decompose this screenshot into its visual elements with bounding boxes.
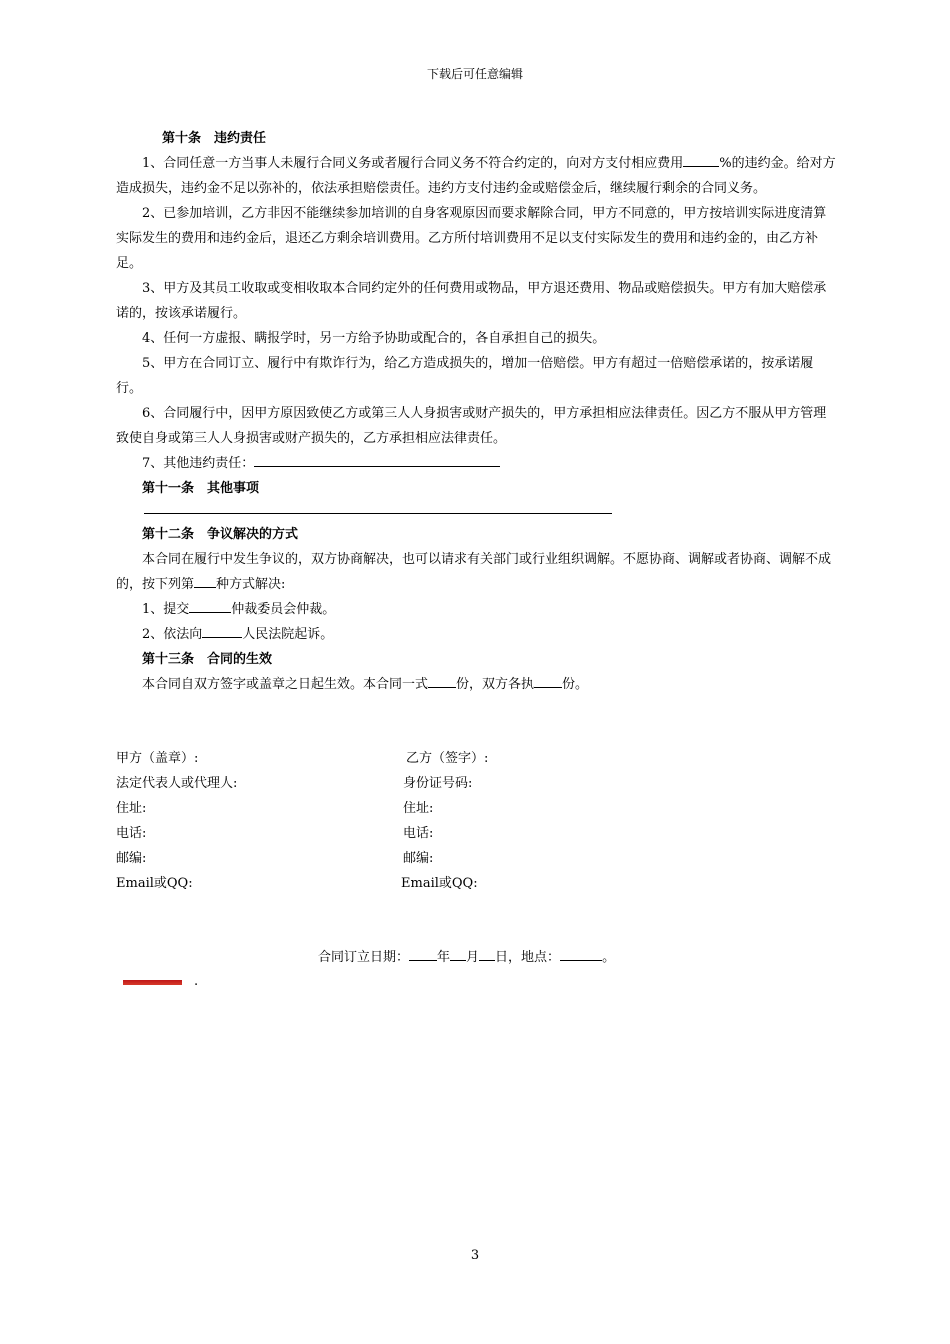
- clause-1-text-a: 1、合同任意一方当事人未履行合同义务或者履行合同义务不符合约定的，向对方支付相应费用: [142, 156, 684, 171]
- party-a-email-label: Email或QQ:: [116, 876, 193, 891]
- date-line-end: 。: [602, 950, 616, 965]
- signature-row: [116, 871, 616, 896]
- other-matters-blank-line[interactable]: [144, 501, 612, 514]
- arbitration-committee-blank[interactable]: [189, 598, 231, 613]
- party-a-representative-label: 法定代表人或代理人:: [116, 776, 238, 791]
- dispute-option-1: [116, 597, 836, 622]
- clause-7-label: 7、其他违约责任：: [142, 456, 255, 471]
- clause-1-text-b: %的违约金。给对方造成损失，违约金不足以弥补的，依法承担赔偿责任。违约方支付违约金或赔偿金后，继续履行剩余的合同义务。: [116, 156, 836, 196]
- court-blank[interactable]: [202, 623, 242, 638]
- article-10-clause-1: [116, 151, 836, 201]
- signature-row: [116, 796, 616, 821]
- option-1-text-a: 1、提交: [142, 602, 190, 617]
- month-label: 月: [466, 950, 480, 965]
- effect-text-c: 份。: [562, 677, 589, 692]
- party-b-phone-label: 电话:: [403, 826, 434, 841]
- party-b-email-label: Email或QQ:: [401, 876, 478, 891]
- penalty-percent-blank[interactable]: [683, 152, 719, 167]
- dispute-text-b: 种方式解决:: [216, 577, 286, 592]
- copies-total-blank[interactable]: [428, 673, 456, 688]
- party-b-postcode-label: 邮编:: [403, 851, 434, 866]
- signature-block: [116, 746, 616, 896]
- day-blank[interactable]: [479, 946, 495, 961]
- option-2-text-a: 2、依法向: [142, 627, 203, 642]
- article-10-clause-3: 3、甲方及其员工收取或变相收取本合同约定外的任何费用或物品，甲方退还费用、物品或赔偿损失。甲方有加大赔偿承诺的，按该承诺履行。: [116, 281, 827, 321]
- article-13-text: [116, 672, 836, 697]
- date-label: 合同订立日期：: [318, 950, 410, 965]
- red-decorative-bar: [123, 980, 182, 985]
- copies-each-blank[interactable]: [534, 673, 562, 688]
- article-10-clause-4: 4、任何一方虚报、瞒报学时，另一方给予协助或配合的，各自承担自己的损失。: [142, 331, 606, 346]
- party-b-address-label: 住址:: [403, 801, 434, 816]
- page-number: 3: [470, 1248, 480, 1263]
- article-11-title: 第十一条 其他事项: [142, 481, 260, 496]
- party-b-sign-label: 乙方（签字）:: [406, 751, 489, 766]
- article-10-clause-6: 6、合同履行中，因甲方原因致使乙方或第三人人身损害或财产损失的，甲方承担相应法律责任。因乙方不服从甲方管理致使自身或第三人人身损害或财产损失的，乙方承担相应法律责任。: [116, 406, 827, 446]
- party-a-phone-label: 电话:: [116, 826, 147, 841]
- year-label: 年: [437, 950, 451, 965]
- article-12-title: 第十二条 争议解决的方式: [142, 527, 299, 542]
- method-number-blank[interactable]: [194, 573, 216, 588]
- dispute-text-a: 本合同在履行中发生争议的，双方协商解决，也可以请求有关部门或行业组织调解。不愿协商、调解或者协商、调解不成的，按下列第: [116, 552, 832, 592]
- article-10-title: 第十条 违约责任: [162, 131, 267, 146]
- page-header: 下载后可任意编辑: [426, 67, 523, 81]
- signature-row: [116, 746, 616, 771]
- contract-body: [116, 126, 836, 697]
- dispute-option-2: [116, 622, 836, 647]
- place-blank[interactable]: [560, 946, 602, 961]
- party-a-address-label: 住址:: [116, 801, 147, 816]
- option-1-text-b: 仲裁委员会仲裁。: [231, 602, 336, 617]
- party-a-postcode-label: 邮编:: [116, 851, 147, 866]
- option-2-text-b: 人民法院起诉。: [242, 627, 334, 642]
- other-liability-blank[interactable]: [254, 452, 500, 467]
- article-10-clause-2: 2、已参加培训，乙方非因不能继续参加培训的自身客观原因而要求解除合同，甲方不同意的，甲方按培训实际进度清算实际发生的费用和违约金后，退还乙方剩余培训费用。乙方所付培训费用不足以支付实际发生的费用和违约金的，由乙方补足。: [116, 206, 827, 271]
- article-10-clause-7: [116, 451, 836, 476]
- article-12-text: [116, 547, 836, 597]
- article-10-clause-5: 5、甲方在合同订立、履行中有欺诈行为，给乙方造成损失的，增加一倍赔偿。甲方有超过一倍赔偿承诺的，按承诺履行。: [116, 356, 814, 396]
- signature-row: [116, 821, 616, 846]
- month-blank[interactable]: [450, 946, 466, 961]
- effect-text-a: 本合同自双方签字或盖章之日起生效。本合同一式: [142, 677, 429, 692]
- year-blank[interactable]: [409, 946, 437, 961]
- trailing-dot: .: [194, 974, 199, 989]
- party-a-seal-label: 甲方（盖章）:: [116, 751, 199, 766]
- day-place-label: 日，地点：: [495, 950, 561, 965]
- signing-date-line: [318, 946, 615, 968]
- article-13-title: 第十三条 合同的生效: [142, 652, 273, 667]
- effect-text-b: 份，双方各执: [456, 677, 535, 692]
- party-b-id-number-label: 身份证号码:: [403, 776, 473, 791]
- signature-row: [116, 771, 616, 796]
- signature-row: [116, 846, 616, 871]
